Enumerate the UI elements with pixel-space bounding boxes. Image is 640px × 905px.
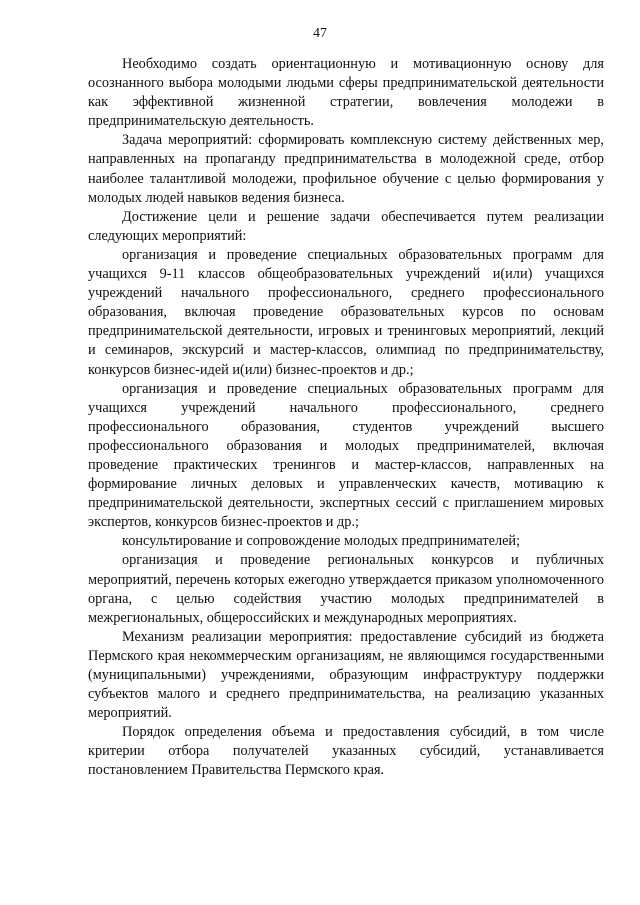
document-body <box>88 55 604 781</box>
paragraph-3: Достижение цели и решение задачи обеспечивается путем реализации следующих мероприятий: <box>88 208 604 244</box>
paragraph-mechanism: Механизм реализации мероприятия: предоставление субсидий из бюджета Пермского края некоммерческим организациям, не являющимся государственными (муниципальными) учреждениями, образующим инфраструктуру поддержки субъектов малого и среднего предпринимательства, на реализацию указанных мероприятий. <box>88 628 604 722</box>
page-number: 47 <box>313 26 327 41</box>
paragraph-1: Необходимо создать ориентационную и мотивационную основу для осознанного выбора молодыми людьми сферы предпринимательской деятельности как эффективной жизненной стратегии, вовлечения молодежи в предпринимательскую деятельность. <box>88 56 604 130</box>
paragraph-2: Задача мероприятий: сформировать комплексную систему действенных мер, направленных на пропаганду предпринимательства в молодежной среде, отбор наиболее талантливой молодежи, профильное обучение с целью формирования у молодых людей навыков ведения бизнеса. <box>88 132 604 206</box>
list-item-2: организация и проведение специальных образовательных программ для учащихся учреждений начального профессионального, среднего профессионального образования, студентов учреждений высшего профессионального образования и молодых предпринимателей, включая проведение практических тренингов и мастер-классов, направленных на формирование личных деловых и управленческих качеств, мотивацию к предпринимательской деятельности, экспертных сессий с приглашением мировых экспертов, конкурсов бизнес-проектов и др.; <box>88 380 604 531</box>
list-item-3: консультирование и сопровождение молодых предпринимателей; <box>122 533 521 550</box>
list-item-4: организация и проведение региональных конкурсов и публичных мероприятий, перечень которых ежегодно утверждается приказом уполномоченного органа, с целью содействия участию молодых предпринимателей в межрегиональных, общероссийских и международных мероприятиях. <box>88 552 604 626</box>
paragraph-procedure: Порядок определения объема и предоставления субсидий, в том числе критерии отбора получателей указанных субсидий, устанавливается постановлением Правительства Пермского края. <box>88 724 604 779</box>
list-item-1: организация и проведение специальных образовательных программ для учащихся 9-11 классов общеобразовательных учреждений и(или) учащихся учреждений начального профессионального, среднего профессионального образования, включая проведение образовательных курсов по основам предпринимательской деятельности, игровых и тренинговых мероприятий, лекций и семинаров, экскурсий и мастер-классов, олимпиад по предпринимательству, конкурсов бизнес-идей и(или) бизнес-проектов и др.; <box>88 246 604 378</box>
